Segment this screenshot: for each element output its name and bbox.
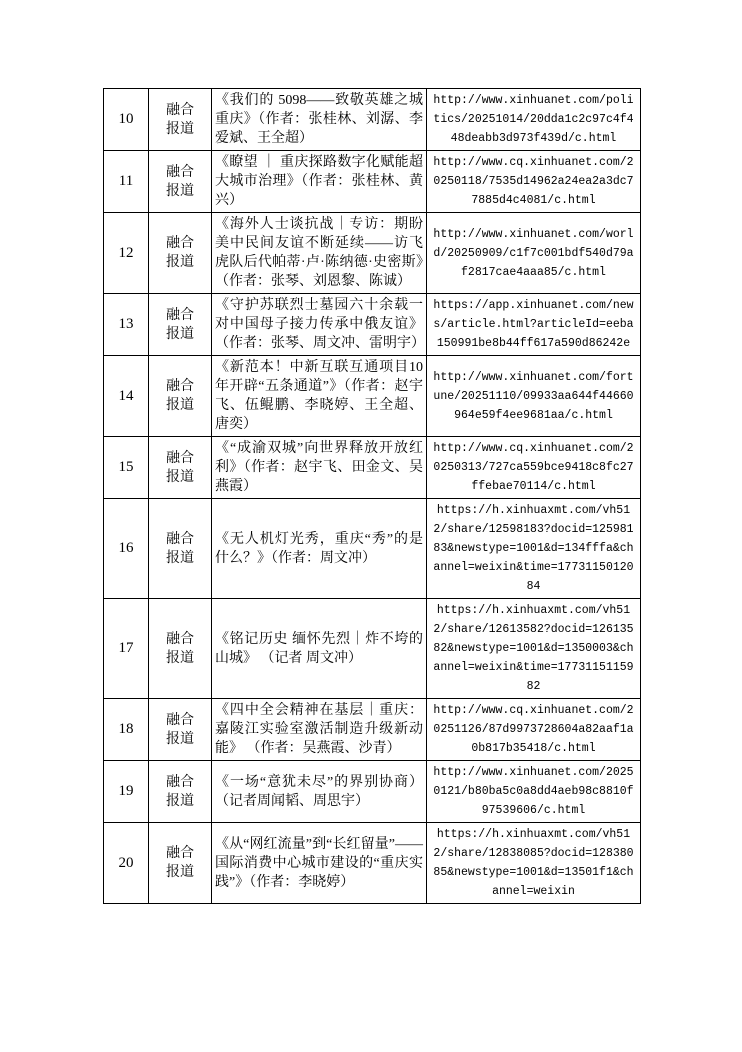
report-url-cell: http://www.xinhuanet.com/20250121/b80ba5c0a8dd4aeb98c8810f97539606/c.html	[427, 761, 641, 823]
report-title-cell: 《一场“意犹未尽”的界别协商）（记者周闻韬、周思宇）	[212, 761, 427, 823]
report-type-cell: 融合报道	[149, 599, 212, 699]
row-number-cell: 13	[104, 294, 149, 356]
report-url-cell: http://www.cq.xinhuanet.com/20250313/727ca559bce9418c8fc27ffebae70114/c.html	[427, 437, 641, 499]
table-row	[104, 151, 641, 213]
row-number-cell: 10	[104, 89, 149, 151]
report-table-body	[104, 89, 641, 904]
report-title-cell: 《铭记历史 缅怀先烈｜炸不垮的山城》 （记者 周文冲）	[212, 599, 427, 699]
report-title-cell: 《无人机灯光秀，重庆“秀”的是什么？》（作者：周文冲）	[212, 499, 427, 599]
report-type-cell: 融合报道	[149, 699, 212, 761]
report-title-cell: 《我们的 5098——致敬英雄之城重庆》（作者：张桂林、刘潺、李爱斌、王全超）	[212, 89, 427, 151]
table-row	[104, 213, 641, 294]
report-table	[103, 88, 641, 904]
table-row	[104, 761, 641, 823]
report-type-cell: 融合报道	[149, 151, 212, 213]
table-row	[104, 356, 641, 437]
report-title-cell: 《守护苏联烈士墓园六十余载一对中国母子接力传承中俄友谊》（作者：张琴、周文冲、雷明宇）	[212, 294, 427, 356]
report-url-cell: http://www.cq.xinhuanet.com/20250118/7535d14962a24ea2a3dc77885d4c4081/c.html	[427, 151, 641, 213]
row-number-cell: 16	[104, 499, 149, 599]
row-number-cell: 15	[104, 437, 149, 499]
table-row	[104, 823, 641, 904]
row-number-cell: 17	[104, 599, 149, 699]
row-number-cell: 19	[104, 761, 149, 823]
document-page	[103, 88, 641, 904]
report-title-cell: 《“成渝双城”向世界释放开放红利》（作者：赵宇飞、田金文、吴燕霞）	[212, 437, 427, 499]
report-type-cell: 融合报道	[149, 89, 212, 151]
report-type-cell: 融合报道	[149, 499, 212, 599]
report-url-cell: https://h.xinhuaxmt.com/vh512/share/12598183?docid=12598183&newstype=1001&d=134fffa&channel=weixin&time=1773115012084	[427, 499, 641, 599]
report-type-cell: 融合报道	[149, 356, 212, 437]
report-title-cell: 《海外人士谈抗战｜专访：期盼美中民间友谊不断延续——访飞虎队后代帕蒂·卢·陈纳德·史密斯》（作者：张琴、刘恩黎、陈诚）	[212, 213, 427, 294]
table-row	[104, 599, 641, 699]
report-type-cell: 融合报道	[149, 213, 212, 294]
row-number-cell: 11	[104, 151, 149, 213]
table-row	[104, 699, 641, 761]
report-url-cell: http://www.xinhuanet.com/fortune/20251110/09933aa644f44660964e59f4ee9681aa/c.html	[427, 356, 641, 437]
report-url-cell: https://app.xinhuanet.com/news/article.html?articleId=eeba150991be8b44ff617a590d86242e	[427, 294, 641, 356]
table-row	[104, 89, 641, 151]
report-type-cell: 融合报道	[149, 294, 212, 356]
report-url-cell: http://www.cq.xinhuanet.com/20251126/87d9973728604a82aaf1a0b817b35418/c.html	[427, 699, 641, 761]
report-title-cell: 《新范本！中新互联互通项目10 年开辟“五条通道”》（作者：赵宇飞、伍鲲鹏、李晓婷、王全超、唐奕）	[212, 356, 427, 437]
report-type-cell: 融合报道	[149, 437, 212, 499]
report-title-cell: 《四中全会精神在基层｜重庆：嘉陵江实验室激活制造升级新动能》 （作者：吴燕霞、沙青）	[212, 699, 427, 761]
table-row	[104, 499, 641, 599]
report-url-cell: https://h.xinhuaxmt.com/vh512/share/12838085?docid=12838085&newstype=1001&d=13501f1&channel=weixin	[427, 823, 641, 904]
report-url-cell: http://www.xinhuanet.com/politics/20251014/20dda1c2c97c4f448deabb3d973f439d/c.html	[427, 89, 641, 151]
row-number-cell: 12	[104, 213, 149, 294]
table-row	[104, 294, 641, 356]
report-title-cell: 《从“网红流量”到“长红留量”——国际消费中心城市建设的“重庆实践”》（作者：李晓婷）	[212, 823, 427, 904]
report-url-cell: https://h.xinhuaxmt.com/vh512/share/12613582?docid=12613582&newstype=1001&d=1350003&channel=weixin&time=1773115115982	[427, 599, 641, 699]
row-number-cell: 20	[104, 823, 149, 904]
report-type-cell: 融合报道	[149, 823, 212, 904]
row-number-cell: 14	[104, 356, 149, 437]
report-url-cell: http://www.xinhuanet.com/world/20250909/c1f7c001bdf540d79af2817cae4aaa85/c.html	[427, 213, 641, 294]
report-type-cell: 融合报道	[149, 761, 212, 823]
table-row	[104, 437, 641, 499]
row-number-cell: 18	[104, 699, 149, 761]
report-title-cell: 《瞭望 ｜ 重庆探路数字化赋能超大城市治理》（作者：张桂林、黄兴）	[212, 151, 427, 213]
